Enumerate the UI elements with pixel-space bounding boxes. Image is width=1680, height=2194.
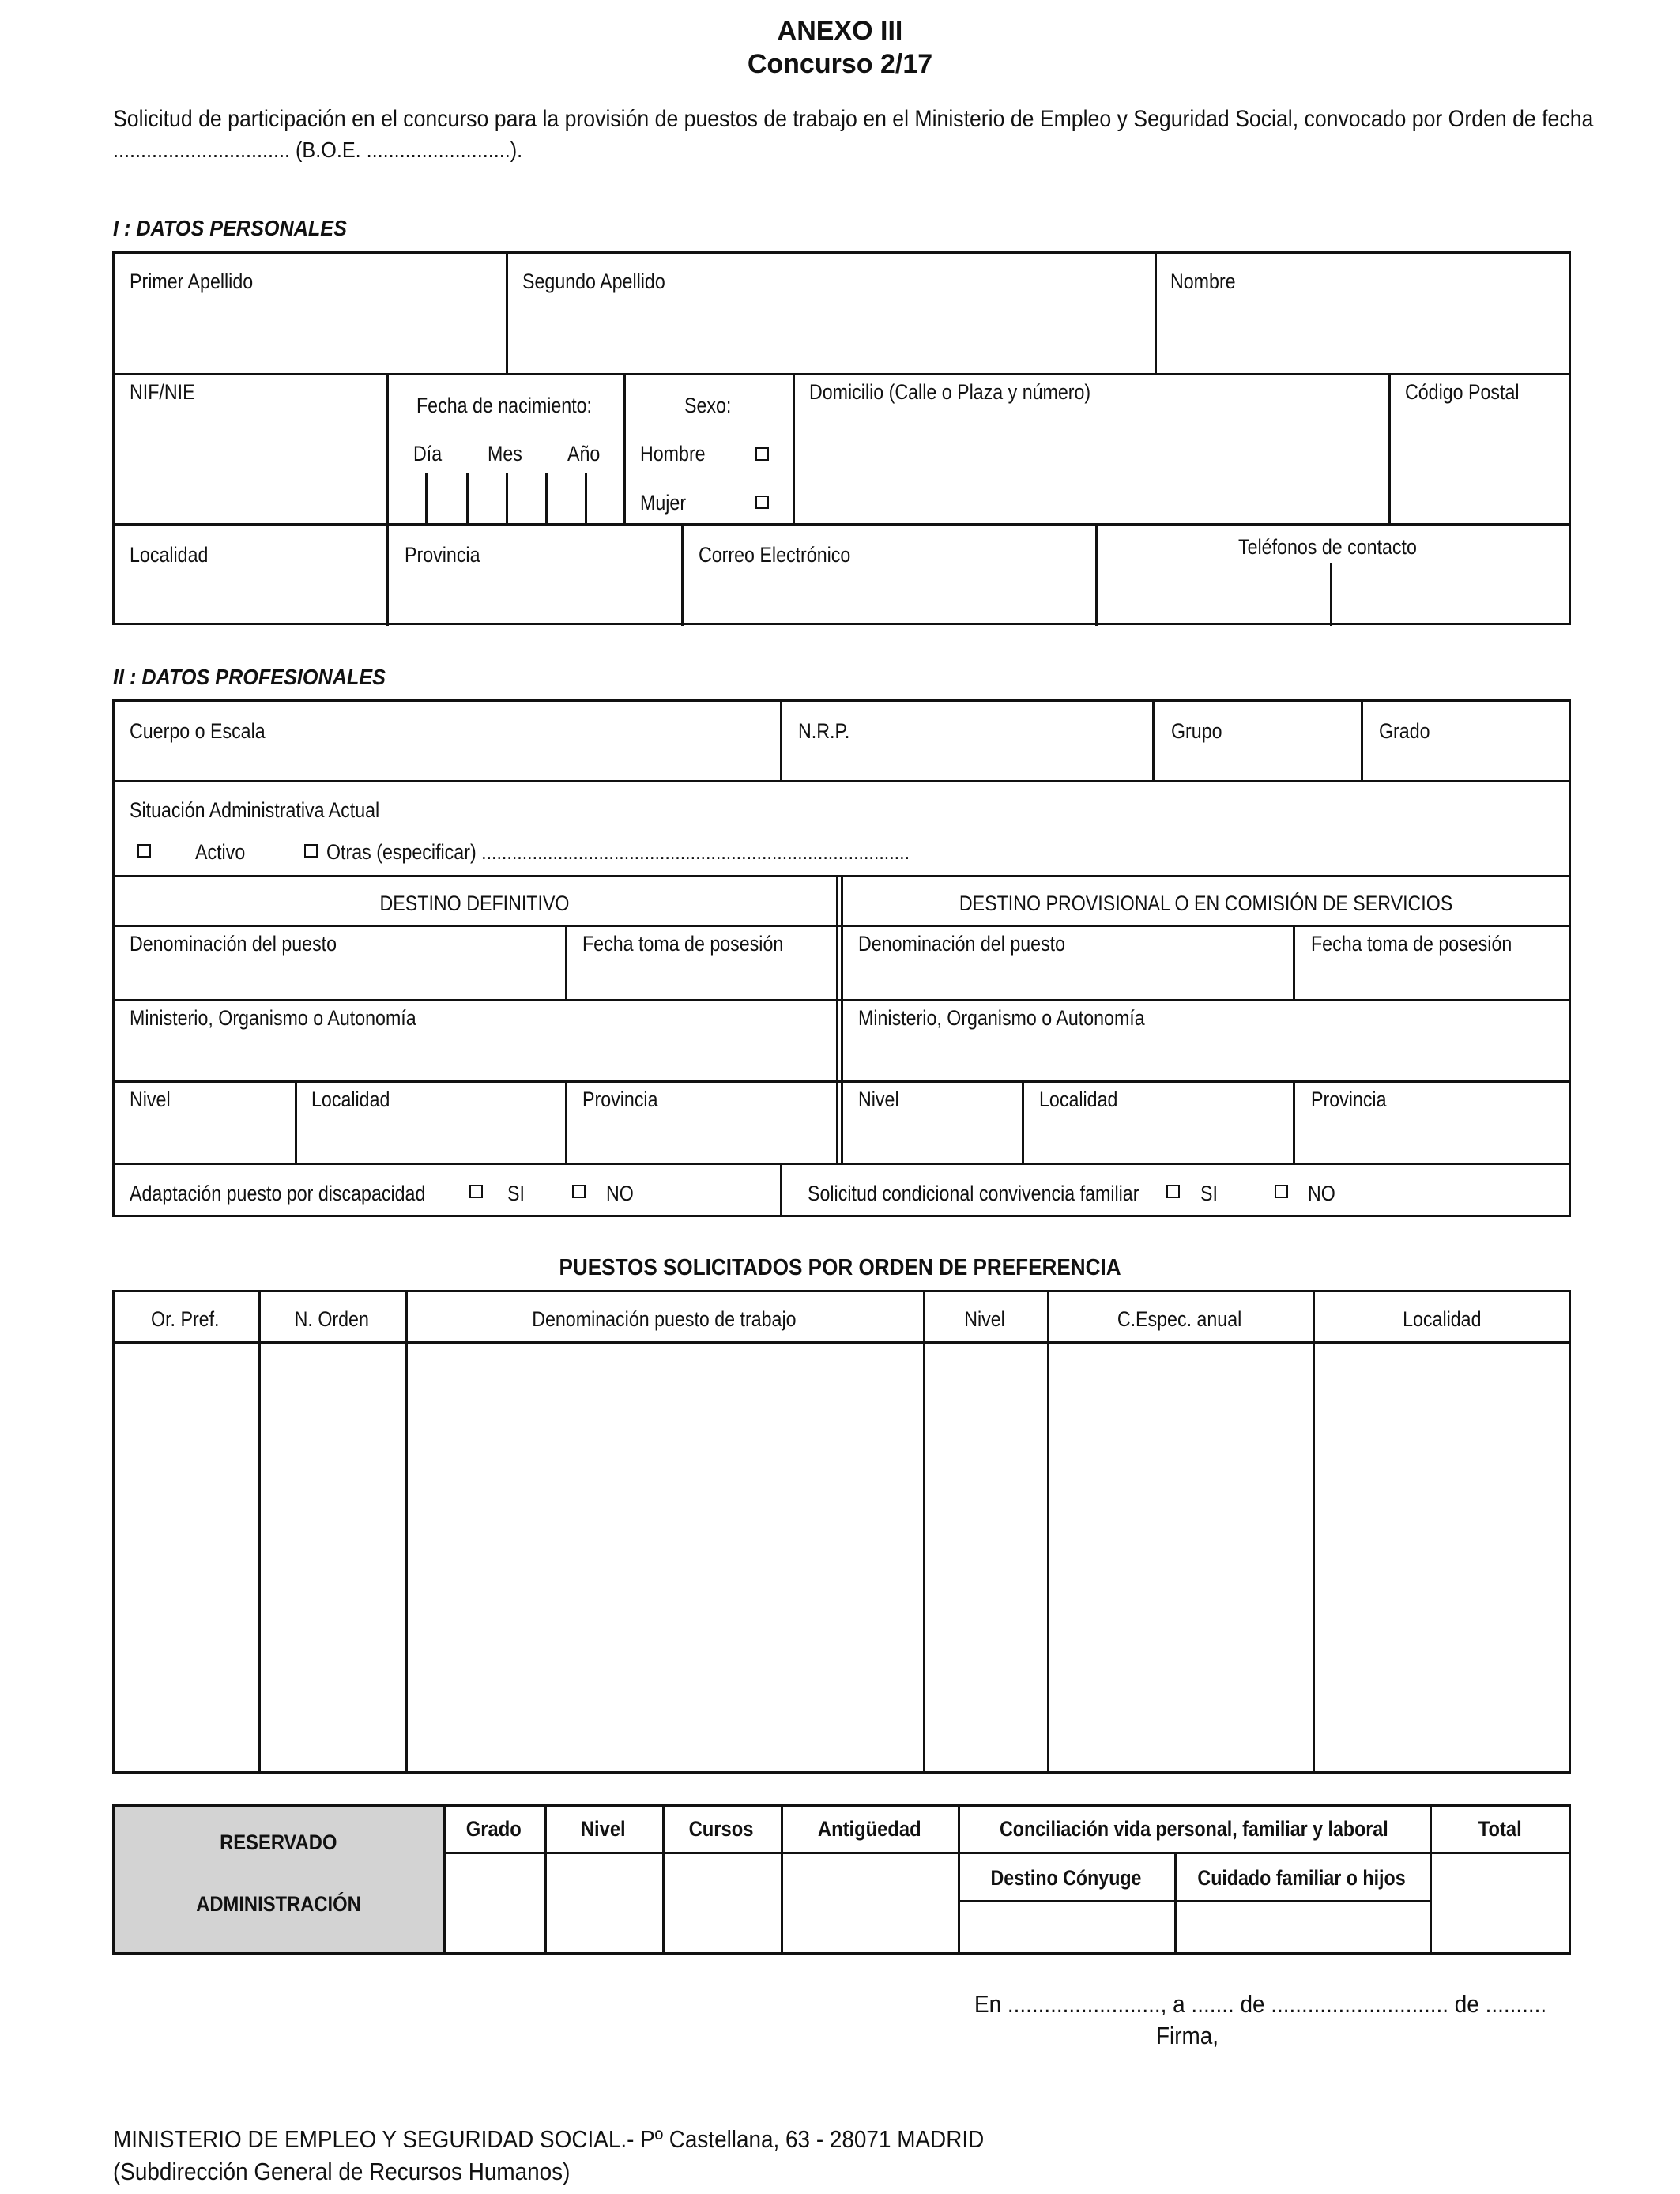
birth-month-field[interactable]: Mes — [488, 442, 522, 466]
puestos-title — [0, 1257, 1680, 1280]
res-col-cuidado-text: Cuidado familiar o hijos — [1197, 1866, 1407, 1890]
res-col-conciliacion-text: Conciliación vida personal, familiar y laboral — [999, 1817, 1388, 1841]
sex-male-checkbox[interactable] — [755, 447, 769, 461]
annex-title: ANEXO III — [777, 16, 903, 46]
res-col-antiguedad — [781, 1819, 958, 1840]
footer-department: (Subdirección General de Recursos Humanos) — [113, 2158, 571, 2185]
adaptacion-si-checkbox[interactable] — [469, 1185, 483, 1198]
grado-field[interactable]: Grado — [1379, 719, 1430, 743]
otras-checkbox[interactable] — [304, 844, 318, 858]
section-personal-title: I : DATOS PERSONALES — [113, 216, 347, 240]
activo-label: Activo — [195, 840, 246, 864]
condicional-no-label: NO — [1308, 1182, 1335, 1205]
res-col-cursos — [662, 1819, 781, 1840]
col-or-pref — [112, 1309, 258, 1330]
res-col-total — [1430, 1819, 1571, 1840]
footer-address: MINISTERIO DE EMPLEO Y SEGURIDAD SOCIAL.- Pº Castellana, 63 - 28071 MADRID — [113, 2125, 985, 2153]
col-denominacion — [405, 1309, 923, 1330]
res-col-destino-conyuge-text: Destino Cónyuge — [990, 1866, 1142, 1890]
place-date-field[interactable]: En ........................., a ....... de ............................. de .......... — [974, 1990, 1547, 2018]
destino-provisional-text: DESTINO PROVISIONAL O EN COMISIÓN DE SERVICIOS — [959, 892, 1453, 915]
nombre-field[interactable]: Nombre — [1170, 270, 1236, 293]
adaptacion-no-label: NO — [606, 1182, 634, 1205]
sex-female-label: Mujer — [640, 491, 687, 515]
res-col-antiguedad-text: Antigüedad — [817, 1817, 921, 1841]
administracion-label — [112, 1894, 445, 1915]
condicional-label: Solicitud condicional convivencia familiar — [808, 1182, 1139, 1205]
col-localidad-text: Localidad — [1402, 1307, 1482, 1331]
reservado-label — [112, 1832, 445, 1853]
nif-field[interactable]: NIF/NIE — [130, 380, 195, 404]
reservado-label-text: RESERVADO — [220, 1830, 337, 1854]
otras-field[interactable]: Otras (especificar) .................................................................................... — [326, 840, 910, 864]
condicional-si-label: SI — [1200, 1182, 1218, 1205]
adaptacion-label: Adaptación puesto por discapacidad — [130, 1182, 426, 1205]
prov-fecha-toma-field[interactable]: Fecha toma de posesión — [1311, 932, 1512, 956]
cuerpo-escala-field[interactable]: Cuerpo o Escala — [130, 719, 266, 743]
puestos-title-text: PUESTOS SOLICITADOS POR ORDEN DE PREFERENCIA — [559, 1255, 1121, 1280]
condicional-no-checkbox[interactable] — [1275, 1185, 1288, 1198]
res-col-total-text: Total — [1478, 1817, 1522, 1841]
col-c-espec-text: C.Espec. anual — [1117, 1307, 1242, 1331]
col-nivel — [923, 1309, 1047, 1330]
def-nivel-field[interactable]: Nivel — [130, 1088, 171, 1111]
birth-day-field[interactable]: Día — [413, 442, 443, 466]
contest-title: Concurso 2/17 — [747, 49, 933, 79]
grupo-field[interactable]: Grupo — [1171, 719, 1222, 743]
activo-checkbox[interactable] — [137, 844, 151, 858]
res-col-destino-conyuge — [958, 1868, 1174, 1889]
adaptacion-no-checkbox[interactable] — [572, 1185, 586, 1198]
prov-denominacion-field[interactable]: Denominación del puesto — [858, 932, 1066, 956]
res-col-cursos-text: Cursos — [689, 1817, 754, 1841]
prov-localidad-field[interactable]: Localidad — [1039, 1088, 1118, 1111]
res-col-grado — [443, 1819, 544, 1840]
def-ministerio-field[interactable]: Ministerio, Organismo o Autonomía — [130, 1006, 416, 1030]
signature-label: Firma, — [1156, 2022, 1219, 2049]
administracion-label-text: ADMINISTRACIÓN — [196, 1892, 361, 1916]
col-localidad — [1313, 1309, 1571, 1330]
primer-apellido-field[interactable]: Primer Apellido — [130, 270, 254, 293]
nrp-field[interactable]: N.R.P. — [798, 719, 850, 743]
prov-provincia-field[interactable]: Provincia — [1311, 1088, 1387, 1111]
sex-male-label: Hombre — [640, 442, 706, 466]
birth-year-field[interactable]: Año — [567, 442, 601, 466]
condicional-si-checkbox[interactable] — [1166, 1185, 1180, 1198]
section-professional-title: II : DATOS PROFESIONALES — [113, 665, 386, 689]
situacion-label: Situación Administrativa Actual — [130, 798, 380, 822]
col-n-orden-text: N. Orden — [294, 1307, 370, 1331]
intro-text: Solicitud de participación en el concurso para la provisión de puestos de trabajo en el Ministerio de Empleo y Seguridad Social, convocado por Orden de fecha — [113, 106, 1594, 132]
segundo-apellido-field[interactable]: Segundo Apellido — [522, 270, 665, 293]
prov-ministerio-field[interactable]: Ministerio, Organismo o Autonomía — [858, 1006, 1145, 1030]
codigo-postal-field[interactable]: Código Postal — [1405, 380, 1520, 404]
res-col-cuidado — [1174, 1868, 1430, 1889]
sex-label: Sexo: — [684, 394, 732, 417]
adaptacion-si-label: SI — [507, 1182, 525, 1205]
email-field[interactable]: Correo Electrónico — [699, 543, 851, 567]
destino-definitivo-text: DESTINO DEFINITIVO — [380, 892, 570, 915]
destino-provisional-header — [841, 893, 1571, 914]
def-provincia-field[interactable]: Provincia — [582, 1088, 658, 1111]
birthdate-label: Fecha de nacimiento: — [416, 394, 593, 417]
def-localidad-field[interactable]: Localidad — [311, 1088, 390, 1111]
res-col-nivel-text: Nivel — [581, 1817, 626, 1841]
intro-text-line2: ................................ (B.O.E. ..........................). — [113, 138, 523, 162]
col-n-orden — [258, 1309, 405, 1330]
col-c-espec — [1047, 1309, 1313, 1330]
res-col-nivel — [544, 1819, 662, 1840]
domicilio-field[interactable]: Domicilio (Calle o Plaza y número) — [809, 380, 1091, 404]
sex-female-checkbox[interactable] — [755, 496, 769, 509]
def-denominacion-field[interactable]: Denominación del puesto — [130, 932, 337, 956]
col-denominacion-text: Denominación puesto de trabajo — [532, 1307, 797, 1331]
res-col-conciliacion — [958, 1819, 1430, 1840]
col-nivel-text: Nivel — [964, 1307, 1006, 1331]
def-fecha-toma-field[interactable]: Fecha toma de posesión — [582, 932, 784, 956]
col-or-pref-text: Or. Pref. — [151, 1307, 220, 1331]
localidad-field[interactable]: Localidad — [130, 543, 209, 567]
destino-definitivo-header — [112, 893, 838, 914]
provincia-field[interactable]: Provincia — [405, 543, 480, 567]
phone-field[interactable]: Teléfonos de contacto — [1238, 535, 1417, 559]
prov-nivel-field[interactable]: Nivel — [858, 1088, 899, 1111]
res-col-grado-text: Grado — [466, 1817, 522, 1841]
